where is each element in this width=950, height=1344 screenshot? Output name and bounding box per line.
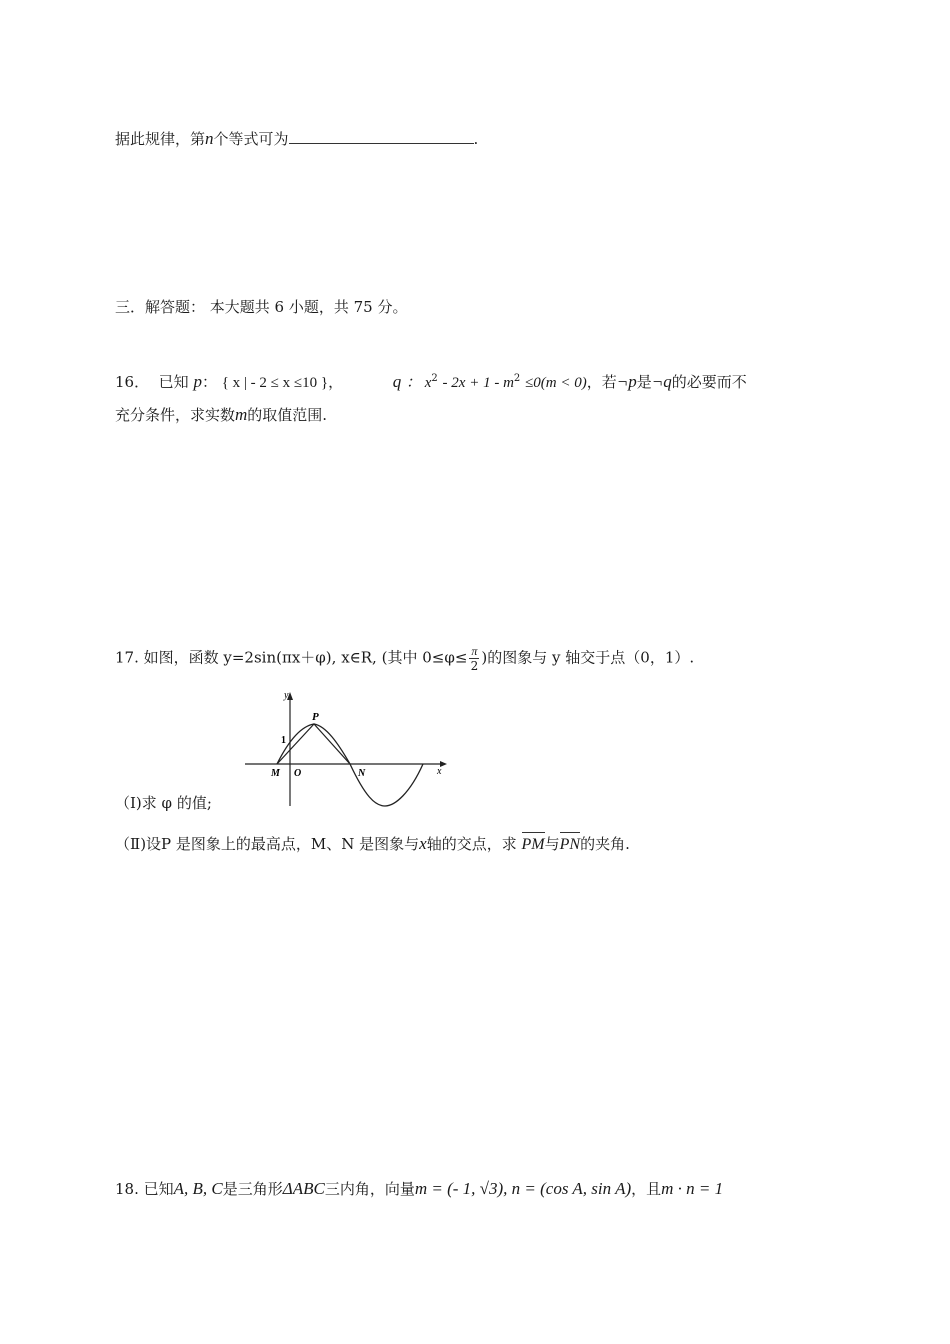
fraction-denominator: 2 bbox=[470, 659, 479, 673]
question-17-part1 bbox=[115, 792, 212, 814]
sine-curve bbox=[277, 724, 423, 806]
section-title: 三．解答题： 本大题共 6 小题，共 75 分。 bbox=[115, 298, 408, 316]
math-expr: ¬q bbox=[651, 372, 672, 391]
text: （Ⅱ)设P 是图象上的最高点，M、N 是图象与 bbox=[115, 835, 420, 853]
math-expr: ≤0(m < 0) bbox=[525, 375, 587, 391]
math-expr: - 2x + 1 - m bbox=[442, 375, 514, 391]
text: 18. 已知 bbox=[115, 1180, 174, 1198]
text: 轴的交点，求 bbox=[426, 835, 517, 853]
sine-graph-figure bbox=[240, 688, 455, 810]
math-var: p bbox=[193, 372, 202, 391]
text: 三内角，向量 bbox=[324, 1180, 415, 1198]
text: ，若 bbox=[586, 373, 617, 391]
fraction bbox=[469, 644, 479, 673]
question-17-line1 bbox=[115, 644, 694, 673]
text: （Ⅰ)求 φ 的值; bbox=[115, 794, 212, 812]
text: ， bbox=[328, 373, 344, 391]
vector-pn: PN bbox=[560, 832, 580, 856]
answer-blank bbox=[289, 129, 474, 144]
text: ： bbox=[201, 373, 217, 391]
text: 充分条件，求实数 bbox=[115, 406, 236, 424]
point-m-label: M bbox=[271, 768, 280, 779]
question-16-line1 bbox=[115, 368, 747, 394]
section-heading bbox=[115, 296, 407, 318]
question-18-line1 bbox=[115, 1178, 723, 1200]
x-label: x bbox=[437, 766, 442, 777]
text: 17. 如图，函数 y=2sin(πx＋φ), x∈R, (其中 0≤φ≤ bbox=[115, 648, 468, 667]
text: 是 bbox=[636, 373, 652, 391]
y-label: y bbox=[284, 690, 289, 701]
text: 的取值范围. bbox=[247, 406, 328, 424]
math-expr: ΔABC bbox=[282, 1179, 325, 1198]
text: 是三角形 bbox=[222, 1180, 283, 1198]
math-set: { x | - 2 ≤ x ≤10 } bbox=[221, 375, 329, 391]
question-number: 16． bbox=[115, 373, 150, 391]
origin-label: O bbox=[294, 768, 302, 779]
question-17-part2 bbox=[115, 832, 630, 856]
text: )的图象与 y 轴交于点（0，1）. bbox=[481, 648, 695, 667]
text: 已知 bbox=[158, 373, 189, 391]
superscript: 2 bbox=[513, 373, 521, 384]
math-expr: ¬p bbox=[616, 372, 637, 391]
math-expr: ： x bbox=[405, 375, 432, 391]
fraction-numerator: π bbox=[471, 644, 478, 658]
tick-one-label: 1 bbox=[281, 735, 286, 746]
math-var: q bbox=[392, 372, 402, 391]
math-var: n bbox=[205, 129, 214, 148]
question-16-line2 bbox=[115, 404, 327, 426]
text: 据此规律，第 bbox=[115, 130, 206, 148]
text: 与 bbox=[544, 835, 560, 853]
math-var: x bbox=[419, 834, 427, 853]
math-var: m bbox=[235, 405, 248, 424]
text: 的夹角. bbox=[580, 835, 630, 853]
text: 的必要而不 bbox=[671, 373, 747, 391]
text: . bbox=[473, 130, 479, 148]
point-n-label: N bbox=[358, 768, 366, 779]
vector-pm: PM bbox=[522, 832, 545, 856]
math-expr: A, B, C bbox=[173, 1179, 223, 1198]
math-expr: m · n = 1 bbox=[661, 1179, 724, 1198]
math-expr: m = (- 1, √3), n = (cos A, sin A) bbox=[414, 1179, 632, 1198]
text: 个等式可为 bbox=[213, 130, 289, 148]
superscript: 2 bbox=[431, 373, 438, 384]
text: ，且 bbox=[631, 1180, 662, 1198]
question-15-tail bbox=[115, 128, 478, 150]
point-p-label: P bbox=[312, 711, 319, 723]
